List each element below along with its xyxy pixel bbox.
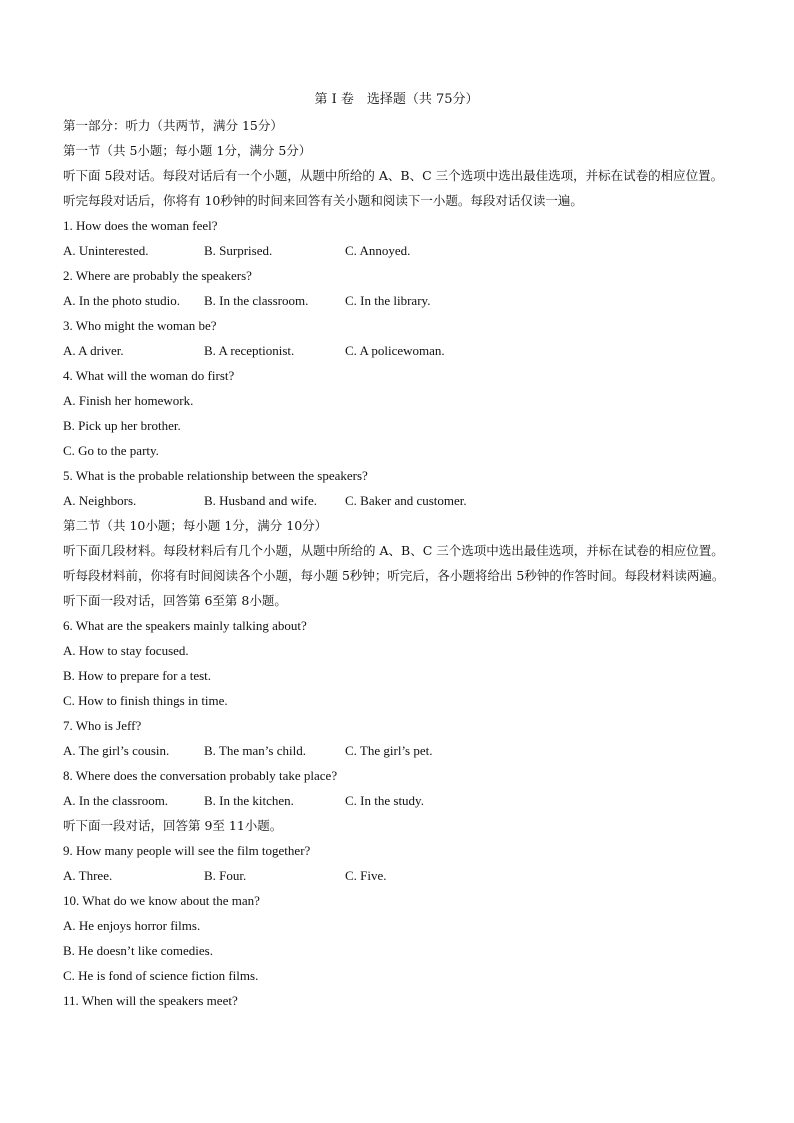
option-a: A. Finish her homework. bbox=[63, 393, 194, 408]
option-b: B. Surprised. bbox=[204, 243, 273, 258]
option-b: B. In the classroom. bbox=[204, 293, 309, 308]
question-2-options bbox=[63, 288, 730, 313]
option-c: C. Baker and customer. bbox=[345, 493, 467, 508]
dialog-2-instruction: 听下面一段对话，回答第 9至 11小题。 bbox=[63, 818, 283, 833]
question-1-options bbox=[63, 238, 730, 263]
option-a: A. How to stay focused. bbox=[63, 643, 189, 658]
option-c: C. In the study. bbox=[345, 793, 424, 808]
option-c: C. Five. bbox=[345, 868, 387, 883]
question-2-stem: 2. Where are probably the speakers? bbox=[63, 268, 252, 283]
option-b: B. A receptionist. bbox=[204, 343, 295, 358]
question-9-stem: 9. How many people will see the film together? bbox=[63, 843, 311, 858]
question-6-stem: 6. What are the speakers mainly talking about? bbox=[63, 618, 307, 633]
option-c: C. He is fond of science fiction films. bbox=[63, 968, 259, 983]
question-5-options bbox=[63, 488, 730, 513]
option-b: B. The man’s child. bbox=[204, 743, 306, 758]
option-c: C. A policewoman. bbox=[345, 343, 445, 358]
question-8-stem: 8. Where does the conversation probably take place? bbox=[63, 768, 338, 783]
option-b: B. Husband and wife. bbox=[204, 493, 318, 508]
question-7-options bbox=[63, 738, 730, 763]
option-c: C. Annoyed. bbox=[345, 243, 411, 258]
option-c: C. In the library. bbox=[345, 293, 431, 308]
option-a: A. He enjoys horror films. bbox=[63, 918, 201, 933]
section1-instructions: 听下面 5段对话。每段对话后有一个小题，从题中所给的 A、B、C 三个选项中选出最佳选项，并标在试卷的相应位置。听完每段对话后，你将有 10秒钟的时间来回答有关小题和阅读下一小题。每段对话仅读一遍。 bbox=[63, 168, 724, 208]
question-4-stem: 4. What will the woman do first? bbox=[63, 368, 235, 383]
option-b: B. Four. bbox=[204, 868, 247, 883]
question-5-stem: 5. What is the probable relationship between the speakers? bbox=[63, 468, 368, 483]
question-9-options bbox=[63, 863, 730, 888]
part1-heading: 第一部分：听力（共两节，满分 15分） bbox=[63, 118, 283, 133]
option-a: A. In the photo studio. bbox=[63, 293, 180, 308]
question-8-options bbox=[63, 788, 730, 813]
option-a: A. Neighbors. bbox=[63, 493, 137, 508]
option-a: A. Uninterested. bbox=[63, 243, 149, 258]
question-10-stem: 10. What do we know about the man? bbox=[63, 893, 260, 908]
option-c: C. How to finish things in time. bbox=[63, 693, 228, 708]
question-1-stem: 1. How does the woman feel? bbox=[63, 218, 218, 233]
section2-heading: 第二节（共 10小题；每小题 1分，满分 10分） bbox=[63, 518, 328, 533]
question-11-stem: 11. When will the speakers meet? bbox=[63, 993, 238, 1008]
option-c: C. Go to the party. bbox=[63, 443, 159, 458]
option-b: B. He doesn’t like comedies. bbox=[63, 943, 213, 958]
question-3-stem: 3. Who might the woman be? bbox=[63, 318, 217, 333]
option-a: A. In the classroom. bbox=[63, 793, 169, 808]
page-title: 第 I 卷 选择题（共 75分） bbox=[314, 92, 479, 107]
dialog-1-instruction: 听下面一段对话，回答第 6至第 8小题。 bbox=[63, 593, 287, 608]
section1-heading: 第一节（共 5小题；每小题 1分，满分 5分） bbox=[63, 143, 312, 158]
option-b: B. How to prepare for a test. bbox=[63, 668, 212, 683]
option-a: A. The girl’s cousin. bbox=[63, 743, 170, 758]
question-7-stem: 7. Who is Jeff? bbox=[63, 718, 142, 733]
option-b: B. In the kitchen. bbox=[204, 793, 294, 808]
section2-instructions: 听下面几段材料。每段材料后有几个小题，从题中所给的 A、B、C 三个选项中选出最佳选项，并标在试卷的相应位置。听每段材料前，你将有时间阅读各个小题，每小题 5秒钟；听完后，各小题将给出 5秒钟的作答时间。每段材料读两遍。 bbox=[63, 543, 725, 583]
option-c: C. The girl’s pet. bbox=[345, 743, 433, 758]
option-a: A. Three. bbox=[63, 868, 113, 883]
option-b: B. Pick up her brother. bbox=[63, 418, 181, 433]
question-3-options bbox=[63, 338, 730, 363]
option-a: A. A driver. bbox=[63, 343, 124, 358]
